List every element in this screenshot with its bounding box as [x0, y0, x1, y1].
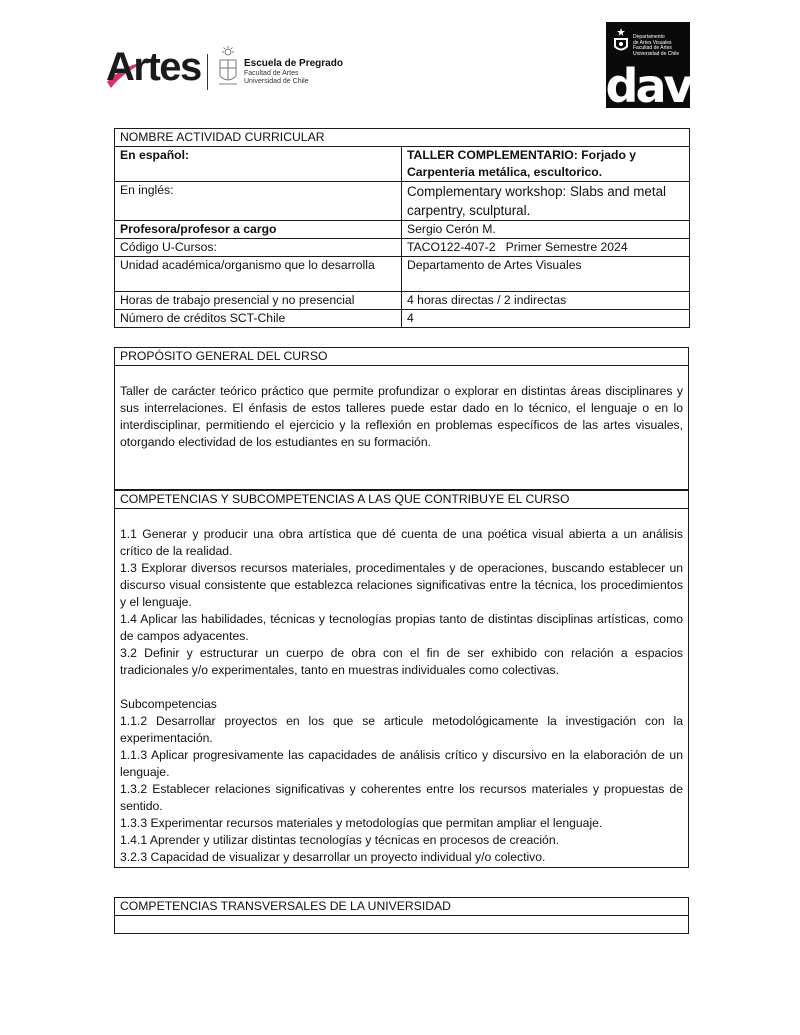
competencia-item: 1.4 Aplicar las habilidades, técnicas y tecnologías propias tanto de distintas disciplinas artísticas, como de campos adyacentes. [120, 612, 683, 643]
artes-logo [106, 44, 366, 94]
value-unidad: Departamento de Artes Visuales [402, 257, 690, 292]
competencia-item: 3.2 Definir y estructurar un cuerpo de obra con el fin de ser exhibido con relación a espacios tradicionales y/o experimentales, tanto en muestras individuales como colectivas. [120, 646, 683, 677]
transversales-title: COMPETENCIAS TRANSVERSALES DE LA UNIVERSIDAD [115, 898, 689, 916]
escuela-faculty: Facultad de Artes [244, 70, 299, 77]
university-seal-icon [216, 46, 240, 88]
logo-divider [207, 54, 208, 90]
proposito-text: Taller de carácter teórico práctico que permite profundizar o explorar en distintas áreas disciplinares y sus interrelaciones. El énfasis de estos talleres puede estar dado en lo técnico, el lenguaje o en lo interdisciplinar, permitiendo el ejercicio y la reflexión en problemas específicos de las artes visuales, otorgando electividad de los estudiantes en su formación. [120, 384, 683, 449]
actividad-title: NOMBRE ACTIVIDAD CURRICULAR [115, 129, 690, 147]
subcompetencia-item: 1.1.2 Desarrollar proyectos en los que se articule metodológicamente la investigación con la experimentación. [120, 714, 683, 745]
proposito-title: PROPÓSITO GENERAL DEL CURSO [115, 348, 689, 366]
label-creditos: Número de créditos SCT-Chile [115, 310, 402, 328]
dav-logo [606, 22, 690, 108]
label-codigo: Código U-Cursos: [115, 239, 402, 257]
subcompetencia-item: 1.1.3 Aplicar progresivamente las capacidades de análisis crítico y discursivo en la elaboración de un lenguaje. [120, 748, 683, 779]
proposito-table [114, 347, 689, 490]
value-profesor: Sergio Cerón M. [402, 221, 690, 239]
subcompetencia-item: 1.4.1 Aprender y utilizar distintas tecnologías y técnicas en procesos de creación. [120, 833, 559, 847]
label-unidad: Unidad académica/organismo que lo desarrolla [115, 257, 402, 292]
subcompetencia-item: 1.3.2 Establecer relaciones significativas y coherentes entre los recursos materiales y propuestas de sentido. [120, 782, 683, 813]
value-espanol: TALLER COMPLEMENTARIO: Forjado y Carpenteria metálica, escultorico. [402, 147, 690, 182]
escuela-title: Escuela de Pregrado [244, 58, 343, 69]
label-ingles: En inglés: [115, 182, 402, 221]
value-horas: 4 horas directas / 2 indirectas [402, 292, 690, 310]
competencias-title: COMPETENCIAS Y SUBCOMPETENCIAS A LAS QUE CONTRIBUYE EL CURSO [115, 491, 689, 509]
actividad-table [114, 128, 690, 328]
crest-icon [612, 28, 630, 54]
label-horas: Horas de trabajo presencial y no presencial [115, 292, 402, 310]
escuela-university: Universidad de Chile [244, 78, 309, 85]
subcompetencia-item: 1.3.3 Experimentar recursos materiales y metodologías que permitan ampliar el lenguaje. [120, 816, 603, 830]
subcompetencia-item: 3.2.3 Capacidad de visualizar y desarrollar un proyecto individual y/o colectivo. [120, 850, 546, 864]
competencias-table [114, 490, 689, 868]
transversales-table [114, 897, 689, 934]
value-creditos: 4 [402, 310, 690, 328]
dav-wordmark [606, 62, 690, 108]
value-codigo: TACO122-407-2 Primer Semestre 2024 [402, 239, 690, 257]
dav-department-text: Departamento de Artes Visuales Facultad de Artes Universidad de Chile [633, 34, 680, 57]
label-profesor: Profesora/profesor a cargo [115, 221, 402, 239]
label-espanol: En español: [115, 147, 402, 182]
competencia-item: 1.3 Explorar diversos recursos materiales, procedimentales y de operaciones, buscando establecer un discurso visual consistente que establezca relaciones significativas entre la técnica, los procedimientos y el lenguaje. [120, 561, 683, 609]
svg-text:dav: dav [606, 62, 690, 108]
competencia-item: 1.1 Generar y producir una obra artística que dé cuenta de una poética visual abierta a un análisis crítico de la realidad. [120, 527, 683, 558]
artes-wordmark: Artes [106, 45, 201, 89]
value-ingles: Complementary workshop: Slabs and metal carpentry, sculptural. [402, 182, 690, 221]
transversales-body [115, 916, 689, 934]
subcompetencias-title: Subcompetencias [120, 697, 217, 711]
